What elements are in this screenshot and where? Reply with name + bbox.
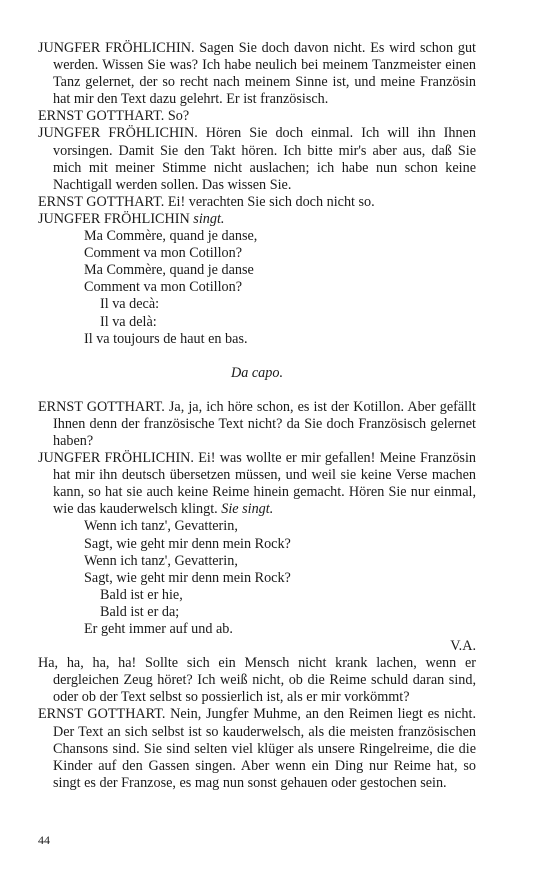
stage-direction-right [38,638,476,655]
block-text: Il va delà: [100,313,157,330]
verse-line-indented [38,296,476,313]
block-text: Ma Commère, quand je danse, [84,228,258,245]
italic-direction: singt. [189,210,225,227]
block-text: JUNGFER FRÖHLICHIN. Ei! was wollte er mir gefallen! Meine Französin hat mir ihn deutsch übersetzen müssen, und weil sie keine Verse machen kann, so hat sie auch keine Reime hinein gemacht. Hören Sie nur einmal, wie das kauderwelsch klingt. [38,450,476,518]
dialogue-paragraph [38,125,476,193]
verse-line [38,621,476,638]
dialogue-paragraph [38,706,476,791]
block-text: Bald ist er da; [100,603,180,620]
page-number: 44 [38,833,50,847]
dialogue-paragraph [38,108,476,125]
block-text: Wenn ich tanz', Gevatterin, [84,518,238,535]
block-text: JUNGFER FRÖHLICHIN. Sagen Sie doch davon nicht. Es wird schon gut werden. Wissen Sie was? Ich habe neulich bei meinem Tanzmeister einen Tanz gelernet, der so recht nach meinem Sinne ist, und meine Französin hat mir den Text dazu gelehrt. Er ist französisch. [38,40,476,108]
stage-direction [38,365,476,382]
verse-line [38,245,476,262]
dialogue-paragraph [38,194,476,211]
block-text: ERNST GOTTHART. Ei! verachten Sie sich doch nicht so. [38,193,375,210]
block-text: Comment va mon Cotillon? [84,279,243,296]
dialogue-paragraph [38,211,476,228]
block-text: Il va decà: [100,296,160,313]
block-text: Comment va mon Cotillon? [84,245,243,262]
block-text: Er geht immer auf und ab. [84,621,233,637]
block-text: Il va toujours de haut en bas. [84,330,248,347]
blank-line [38,348,476,365]
verse-line [38,331,476,348]
block-text: JUNGFER FRÖHLICHIN [38,210,190,227]
block-text: V.A. [450,638,476,655]
block-text: Bald ist er hie, [100,586,183,603]
dialogue-paragraph [38,40,476,108]
block-text: Sagt, wie geht mir denn mein Rock? [84,535,291,552]
verse-line [38,228,476,245]
block-text: JUNGFER FRÖHLICHIN. Hören Sie doch einmal. Ich will ihn Ihnen vorsingen. Damit Sie den Takt hören. Ich bitte mir's aber aus, daß Sie mich mit meiner Stimme nicht auslachen; ich habe nun schon keine Nachtigall werden sollen. Das wissen Sie. [38,125,476,193]
verse-line-indented [38,604,476,621]
page-text [38,40,476,792]
verse-line [38,279,476,296]
verse-line [38,553,476,570]
block-text: Sagt, wie geht mir denn mein Rock? [84,569,291,586]
verse-line [38,518,476,535]
block-text: Ma Commère, quand je danse [84,262,254,279]
block-text: Ha, ha, ha, ha! Sollte sich ein Mensch nicht krank lachen, wenn er dergleichen Zeug höret? Ich weiß nicht, ob die Reime schuld daran sind, oder ob der Text selbst so possierlich ist, als er mir vorkömmt? [38,655,476,706]
verse-line [38,570,476,587]
block-text: ERNST GOTTHART. So? [38,108,190,125]
blank-line [38,382,476,399]
verse-line-indented [38,314,476,331]
block-text: ERNST GOTTHART. Ja, ja, ich höre schon, es ist der Kotillon. Aber gefällt Ihnen denn der französische Text nicht? da Sie doch Französisch gelernet haben? [38,398,476,449]
verse-line-indented [38,587,476,604]
block-text: Wenn ich tanz', Gevatterin, [84,552,238,569]
dialogue-paragraph [38,399,476,450]
block-text: ERNST GOTTHART. Nein, Jungfer Muhme, an den Reimen liegt es nicht. Der Text an sich selbst ist so kauderwelsch, als die meisten französischen Chansons sind. Sie sind selten viel klüger als unsere Ringelreime, die die Kinder auf den Gassen singen. Aber wenn ein Ding nur Reime hat, so singt es der Franzose, es mag nun sonst gehauen oder gestochen sein. [38,706,476,791]
verse-line [38,536,476,553]
block-text: Da capo. [230,364,283,381]
dialogue-paragraph [38,655,476,706]
verse-line [38,262,476,279]
dialogue-paragraph [38,450,476,518]
italic-direction: Sie singt. [217,501,274,518]
